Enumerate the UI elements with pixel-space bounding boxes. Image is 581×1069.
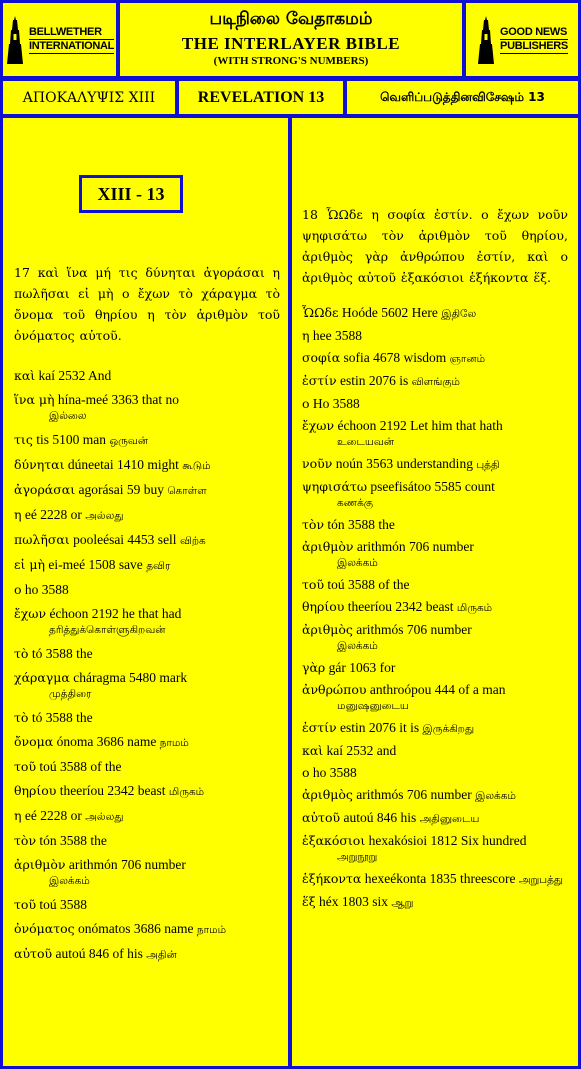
transliteration: échoon 2192 Let him that hath (337, 418, 503, 433)
greek-word: ο (302, 396, 310, 411)
word-entry (302, 810, 568, 827)
tamil-gloss: கணக்கு (337, 497, 374, 509)
transliteration: theeríou 2342 beast (347, 599, 454, 614)
greek-word: ὄνομα (14, 734, 54, 749)
word-entry (302, 622, 568, 654)
greek-word: η (14, 808, 22, 823)
transliteration: anthroópou 444 of a man (369, 682, 506, 697)
title-block (120, 3, 462, 76)
transliteration: tón 3588 the (327, 517, 395, 532)
tamil-gloss: ஞானம் (449, 353, 486, 365)
transliteration: arithmón 706 number (68, 857, 186, 872)
greek-word: ο (302, 765, 310, 780)
transliteration: eé 2228 or (24, 808, 82, 823)
greek-word: εἰ μὴ (14, 557, 45, 572)
transliteration: onómatos 3686 name (78, 921, 194, 936)
word-entry (302, 765, 568, 781)
word-entry (14, 833, 280, 849)
book-title-greek: ΑΠΟΚΑΛΥΨΙΣ XIII (22, 89, 156, 106)
word-entry (302, 396, 568, 412)
greek-word: ἔχων (302, 418, 335, 433)
transliteration: ónoma 3686 name (56, 734, 157, 749)
left-column (14, 118, 280, 1066)
verse-18-text: 18 ὯΩδε η σοφία ἐστίν. ο ἔχων νοῦν ψηφισάτω τὸν ἀριθμὸν τοῦ θηρίου, ἀριθμὸς γὰρ ἀνθρώπου ἐστίν, καὶ ο ἀριθμὸς αὐτοῦ ἑξακόσιοι ἑξήκοντα ἕξ. (302, 207, 568, 285)
transliteration: hee 3588 (312, 328, 362, 343)
tamil-gloss: மிருகம் (168, 786, 205, 798)
greek-word: καὶ (14, 368, 36, 383)
word-entry (302, 539, 568, 571)
greek-word: τοῦ (14, 759, 37, 774)
word-entry (302, 328, 568, 344)
greek-word: τοῦ (302, 577, 325, 592)
transliteration: toú 3588 (39, 897, 88, 912)
transliteration: ei-meé 1508 save (48, 557, 143, 572)
transliteration: theeríou 2342 beast (59, 783, 166, 798)
greek-word: ἑξακόσιοι (302, 833, 366, 848)
greek-word: ἀνθρώπου (302, 682, 367, 697)
page-subtitle: (WITH STRONG'S NUMBERS) (213, 55, 369, 67)
tamil-gloss: கூடும் (182, 460, 211, 472)
transliteration: estin 2076 is (340, 373, 409, 388)
right-word-list (302, 305, 568, 917)
word-entry (14, 921, 280, 938)
word-entry (302, 599, 568, 616)
left-logo-line-2: INTERNATIONAL (28, 39, 115, 52)
right-logo-line-2: PUBLISHERS (500, 39, 568, 52)
word-entry (14, 432, 280, 449)
chapter-label: XIII - 13 (79, 175, 183, 213)
greek-word: τοῦ (14, 897, 37, 912)
tamil-gloss: தரித்துக்கொள்ளுகிறவன் (49, 624, 166, 636)
transliteration: échoon 2192 he that had (49, 606, 182, 621)
greek-word: ἵνα μὴ (14, 392, 55, 407)
transliteration: sofia 4678 wisdom (343, 350, 447, 365)
word-entry (14, 946, 280, 963)
word-entry (14, 582, 280, 598)
tamil-gloss: ஆறு (391, 897, 414, 909)
bell-tower-icon (5, 14, 25, 66)
word-entry (14, 646, 280, 662)
transliteration: cháragma 5480 mark (73, 670, 188, 685)
word-entry (302, 682, 568, 714)
greek-word: χάραγμα (14, 670, 70, 685)
tamil-gloss: விளங்கும் (411, 376, 461, 388)
transliteration: arithmós 706 number (356, 622, 472, 637)
tamil-gloss: இலக்கம் (337, 557, 378, 569)
greek-word: ἐστίν (302, 720, 337, 735)
word-entry (14, 857, 280, 889)
transliteration: eé 2228 or (24, 507, 82, 522)
word-entry (302, 787, 568, 804)
tamil-gloss: தவிர (146, 560, 171, 572)
tamil-gloss: இலக்கம் (337, 640, 378, 652)
title-tamil: படிநிலை வேதாகமம் (209, 9, 373, 29)
word-entry (14, 457, 280, 474)
word-entry (14, 897, 280, 913)
tamil-gloss: மனுஷனுடைய (337, 700, 409, 712)
transliteration: arithmós 706 number (356, 787, 472, 802)
transliteration: autoú 846 of his (55, 946, 143, 961)
greek-word: ὀνόματος (14, 921, 75, 936)
word-entry (14, 808, 280, 825)
tamil-gloss: நாமம் (159, 737, 189, 749)
transliteration: héx 1803 six (318, 894, 388, 909)
left-logo (3, 3, 116, 76)
word-entry (14, 532, 280, 549)
greek-word: αὐτοῦ (14, 946, 53, 961)
transliteration: tó 3588 the (31, 646, 93, 661)
word-entry (302, 833, 568, 865)
greek-word: ψηφισάτω (302, 479, 368, 494)
transliteration: autoú 846 his (343, 810, 417, 825)
transliteration: ho 3588 (24, 582, 69, 597)
right-logo (466, 3, 578, 76)
tamil-gloss: கொள்ள (167, 485, 207, 497)
word-entry (302, 517, 568, 533)
tamil-gloss: விற்க (179, 535, 206, 547)
greek-word: τὸν (302, 517, 325, 532)
word-entry (302, 743, 568, 759)
transliteration: pooleésai 4453 sell (73, 532, 177, 547)
left-word-list (14, 368, 280, 971)
page-title: THE INTERLAYER BIBLE (181, 34, 401, 53)
tamil-gloss: புத்தி (476, 459, 500, 471)
word-entry (302, 350, 568, 367)
tamil-gloss: நாமம் (196, 924, 227, 936)
transliteration: estin 2076 it is (340, 720, 420, 735)
tamil-gloss: அதினுடைய (419, 813, 480, 825)
word-entry (14, 670, 280, 702)
word-entry (302, 577, 568, 593)
word-entry (14, 759, 280, 775)
greek-word: νοῦν (302, 456, 333, 471)
transliteration: arithmón 706 number (356, 539, 474, 554)
word-entry (14, 392, 280, 424)
word-entry (14, 606, 280, 638)
word-entry (302, 305, 568, 322)
greek-word: τὸν (14, 833, 37, 848)
transliteration: hína-meé 3363 that no (57, 392, 179, 407)
greek-word: ἀγοράσαι (14, 482, 76, 497)
greek-word: ἕξ (302, 894, 316, 909)
right-column (302, 118, 568, 1066)
tamil-gloss: இலக்கம் (49, 875, 90, 887)
transliteration: hexakósioi 1812 Six hundred (368, 833, 527, 848)
greek-word: ο (14, 582, 22, 597)
tamil-gloss: அறுநூறு (337, 851, 378, 863)
transliteration: Hoóde 5602 Here (341, 305, 438, 320)
transliteration: tón 3588 the (39, 833, 107, 848)
word-entry (302, 373, 568, 390)
greek-word: ἔχων (14, 606, 47, 621)
word-entry (302, 418, 568, 450)
word-entry (302, 456, 568, 473)
greek-word: γὰρ (302, 660, 326, 675)
word-entry (14, 368, 280, 384)
greek-word: τὸ (14, 710, 29, 725)
tamil-gloss: உடையவன் (337, 436, 395, 448)
book-title-tamil: வெளிப்படுத்தினவிசேஷம் 13 (380, 89, 545, 104)
word-entry (14, 482, 280, 499)
transliteration: agorásai 59 buy (78, 482, 164, 497)
transliteration: tó 3588 the (31, 710, 93, 725)
greek-word: ἀριθμὸν (302, 539, 354, 554)
bell-tower-icon (476, 14, 496, 66)
tamil-gloss: ஒருவன் (109, 435, 149, 447)
greek-word: ἀριθμὸς (302, 787, 353, 802)
transliteration: noún 3563 understanding (335, 456, 473, 471)
tamil-gloss: மிருகம் (456, 602, 493, 614)
word-entry (302, 894, 568, 911)
word-entry (302, 720, 568, 737)
greek-word: η (14, 507, 22, 522)
right-logo-line-1: GOOD NEWS (500, 25, 568, 38)
greek-word: ὯΩδε (302, 305, 339, 320)
tamil-gloss: அதின் (146, 949, 177, 961)
word-entry (14, 507, 280, 524)
transliteration: pseefisátoo 5585 count (370, 479, 495, 494)
transliteration: Ho 3588 (312, 396, 360, 411)
word-entry (302, 660, 568, 676)
greek-word: ἑξήκοντα (302, 871, 362, 886)
greek-word: καὶ (302, 743, 324, 758)
greek-word: θηρίου (302, 599, 345, 614)
word-entry (14, 557, 280, 574)
greek-word: η (302, 328, 310, 343)
tamil-gloss: அல்லது (85, 811, 124, 823)
word-entry (302, 479, 568, 511)
greek-word: πωλῆσαι (14, 532, 70, 547)
tamil-gloss: இலக்கம் (475, 790, 516, 802)
transliteration: hexeékonta 1835 threescore (364, 871, 516, 886)
greek-word: τις (14, 432, 33, 447)
transliteration: kaí 2532 And (38, 368, 112, 383)
tamil-gloss: அறுபத்து (518, 874, 564, 886)
transliteration: tis 5100 man (36, 432, 106, 447)
tamil-gloss: முத்திரை (49, 688, 92, 700)
greek-word: θηρίου (14, 783, 57, 798)
tamil-gloss: அல்லது (85, 510, 124, 522)
word-entry (302, 871, 568, 888)
word-entry (14, 734, 280, 751)
word-entry (14, 783, 280, 800)
transliteration: toú 3588 of the (39, 759, 122, 774)
transliteration: toú 3588 of the (327, 577, 410, 592)
greek-word: ἀριθμὸν (14, 857, 66, 872)
greek-word: σοφία (302, 350, 341, 365)
greek-word: τὸ (14, 646, 29, 661)
transliteration: dúneetai 1410 might (67, 457, 179, 472)
transliteration: gár 1063 for (328, 660, 396, 675)
tamil-gloss: இல்லை (49, 410, 87, 422)
verse-17-text: 17 καὶ ἵνα μή τις δύνηται ἀγοράσαι η πωλῆσαι εἰ μὴ ο ἔχων τὸ χάραγμα τὸ ὄνομα τοῦ θηρίου η τὸν ἀριθμὸν τοῦ ὀνόματος αὐτοῦ. (14, 265, 280, 343)
tamil-gloss: இருக்கிறது (422, 723, 475, 735)
word-entry (14, 710, 280, 726)
greek-word: ἐστίν (302, 373, 337, 388)
column-divider (288, 118, 292, 1066)
tamil-gloss: இதிலே (441, 308, 477, 320)
greek-word: δύνηται (14, 457, 65, 472)
greek-word: ἀριθμὸς (302, 622, 353, 637)
transliteration: ho 3588 (312, 765, 357, 780)
left-logo-line-1: BELLWETHER (29, 26, 114, 40)
book-title-english: REVELATION 13 (197, 88, 325, 106)
greek-word: αὐτοῦ (302, 810, 341, 825)
transliteration: kaí 2532 and (326, 743, 397, 758)
